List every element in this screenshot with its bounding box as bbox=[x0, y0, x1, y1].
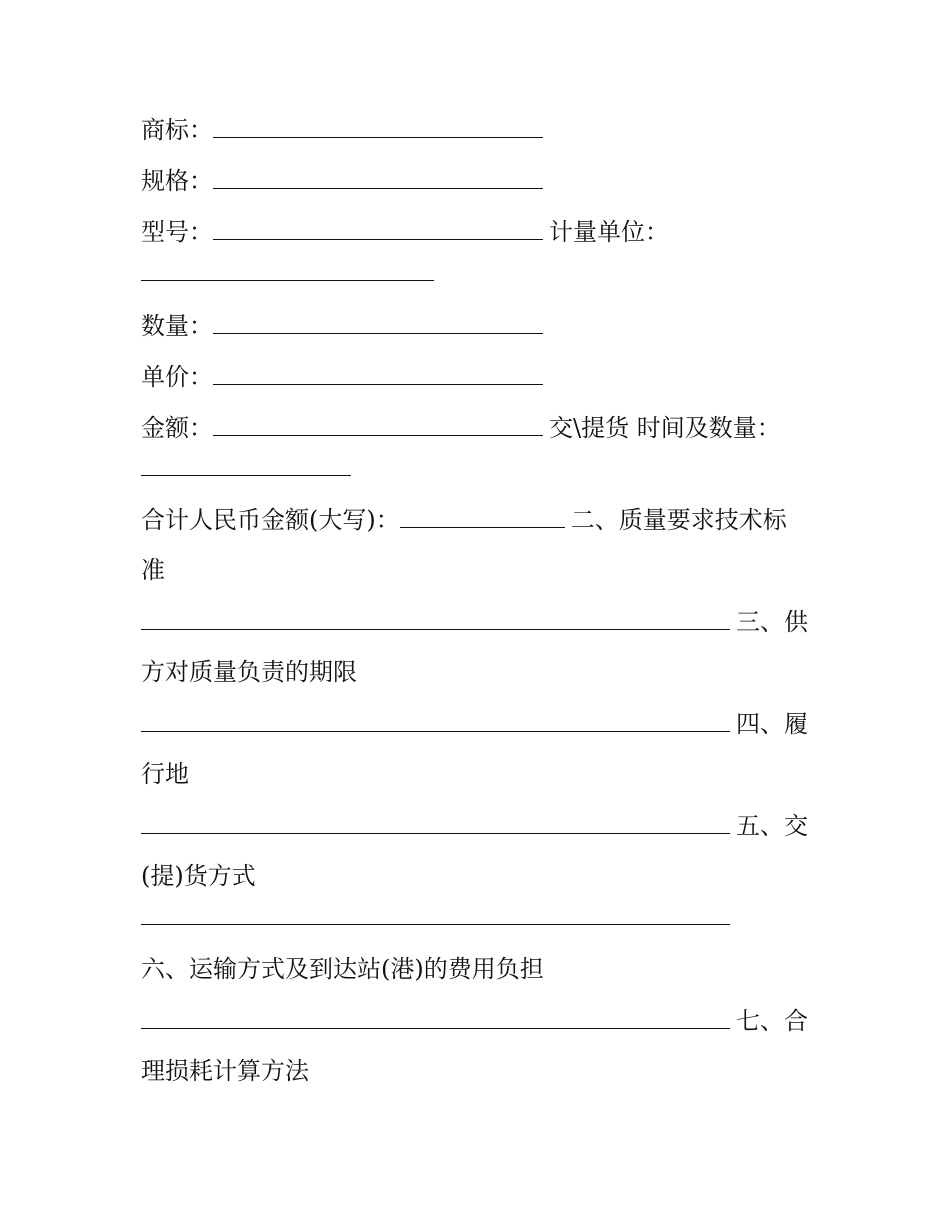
section7-row bbox=[141, 1001, 808, 1041]
model-label: 型号： bbox=[141, 218, 213, 246]
section5-blank[interactable] bbox=[141, 902, 730, 925]
unit-price-blank[interactable] bbox=[213, 362, 543, 385]
section5-heading-cont: (提)货方式 bbox=[141, 862, 256, 890]
section3-continued-row bbox=[141, 652, 357, 692]
section3-heading: 三、供 bbox=[736, 608, 808, 636]
quantity-label: 数量： bbox=[141, 312, 213, 340]
unit-blank-row bbox=[141, 258, 434, 298]
section5-continued-row bbox=[141, 856, 256, 896]
quantity-blank[interactable] bbox=[213, 311, 543, 334]
section6-blank[interactable] bbox=[141, 1006, 730, 1029]
section3-heading-cont: 方对质量负责的期限 bbox=[141, 658, 357, 686]
section3-row bbox=[141, 602, 808, 642]
section4-blank[interactable] bbox=[141, 811, 730, 834]
spec-label: 规格： bbox=[141, 167, 213, 195]
unit-price-row bbox=[141, 357, 543, 397]
section2-heading-cont: 准 bbox=[141, 556, 165, 584]
delivery-blank-row bbox=[141, 453, 351, 493]
trademark-label: 商标： bbox=[141, 116, 213, 144]
section5-row bbox=[141, 806, 808, 846]
quantity-row bbox=[141, 306, 543, 346]
section4-heading-cont: 行地 bbox=[141, 760, 189, 788]
section4-continued-row bbox=[141, 754, 189, 794]
unit-price-label: 单价： bbox=[141, 363, 213, 391]
unit-label: 计量单位： bbox=[549, 218, 669, 246]
section2-continued-row bbox=[141, 550, 165, 590]
section6-heading: 六、运输方式及到达站(港)的费用负担 bbox=[141, 955, 544, 983]
amount-row bbox=[141, 408, 781, 448]
section7-heading: 七、合 bbox=[736, 1007, 808, 1035]
model-row bbox=[141, 212, 669, 252]
amount-blank[interactable] bbox=[213, 413, 543, 436]
total-row bbox=[141, 500, 787, 540]
section2-heading: 二、质量要求技术标 bbox=[570, 506, 787, 534]
total-rmb-blank[interactable] bbox=[400, 505, 565, 528]
section5-heading: 五、交 bbox=[736, 812, 808, 840]
section5-blank-row bbox=[141, 902, 730, 942]
trademark-blank[interactable] bbox=[213, 115, 543, 138]
spec-blank[interactable] bbox=[213, 166, 543, 189]
trademark-row bbox=[141, 110, 543, 150]
section6-row bbox=[141, 949, 544, 989]
section3-blank[interactable] bbox=[141, 709, 730, 732]
section2-blank[interactable] bbox=[141, 607, 730, 630]
delivery-label: 交\提货 时间及数量： bbox=[549, 414, 781, 442]
model-blank[interactable] bbox=[213, 217, 543, 240]
section4-heading: 四、履 bbox=[736, 710, 808, 738]
section7-continued-row bbox=[141, 1051, 309, 1091]
section7-heading-cont: 理损耗计算方法 bbox=[141, 1057, 309, 1085]
delivery-blank[interactable] bbox=[141, 453, 351, 476]
spec-row bbox=[141, 161, 543, 201]
unit-blank[interactable] bbox=[141, 258, 434, 281]
amount-label: 金额： bbox=[141, 414, 213, 442]
total-rmb-label: 合计人民币金额(大写)： bbox=[141, 506, 400, 534]
section4-row bbox=[141, 704, 808, 744]
